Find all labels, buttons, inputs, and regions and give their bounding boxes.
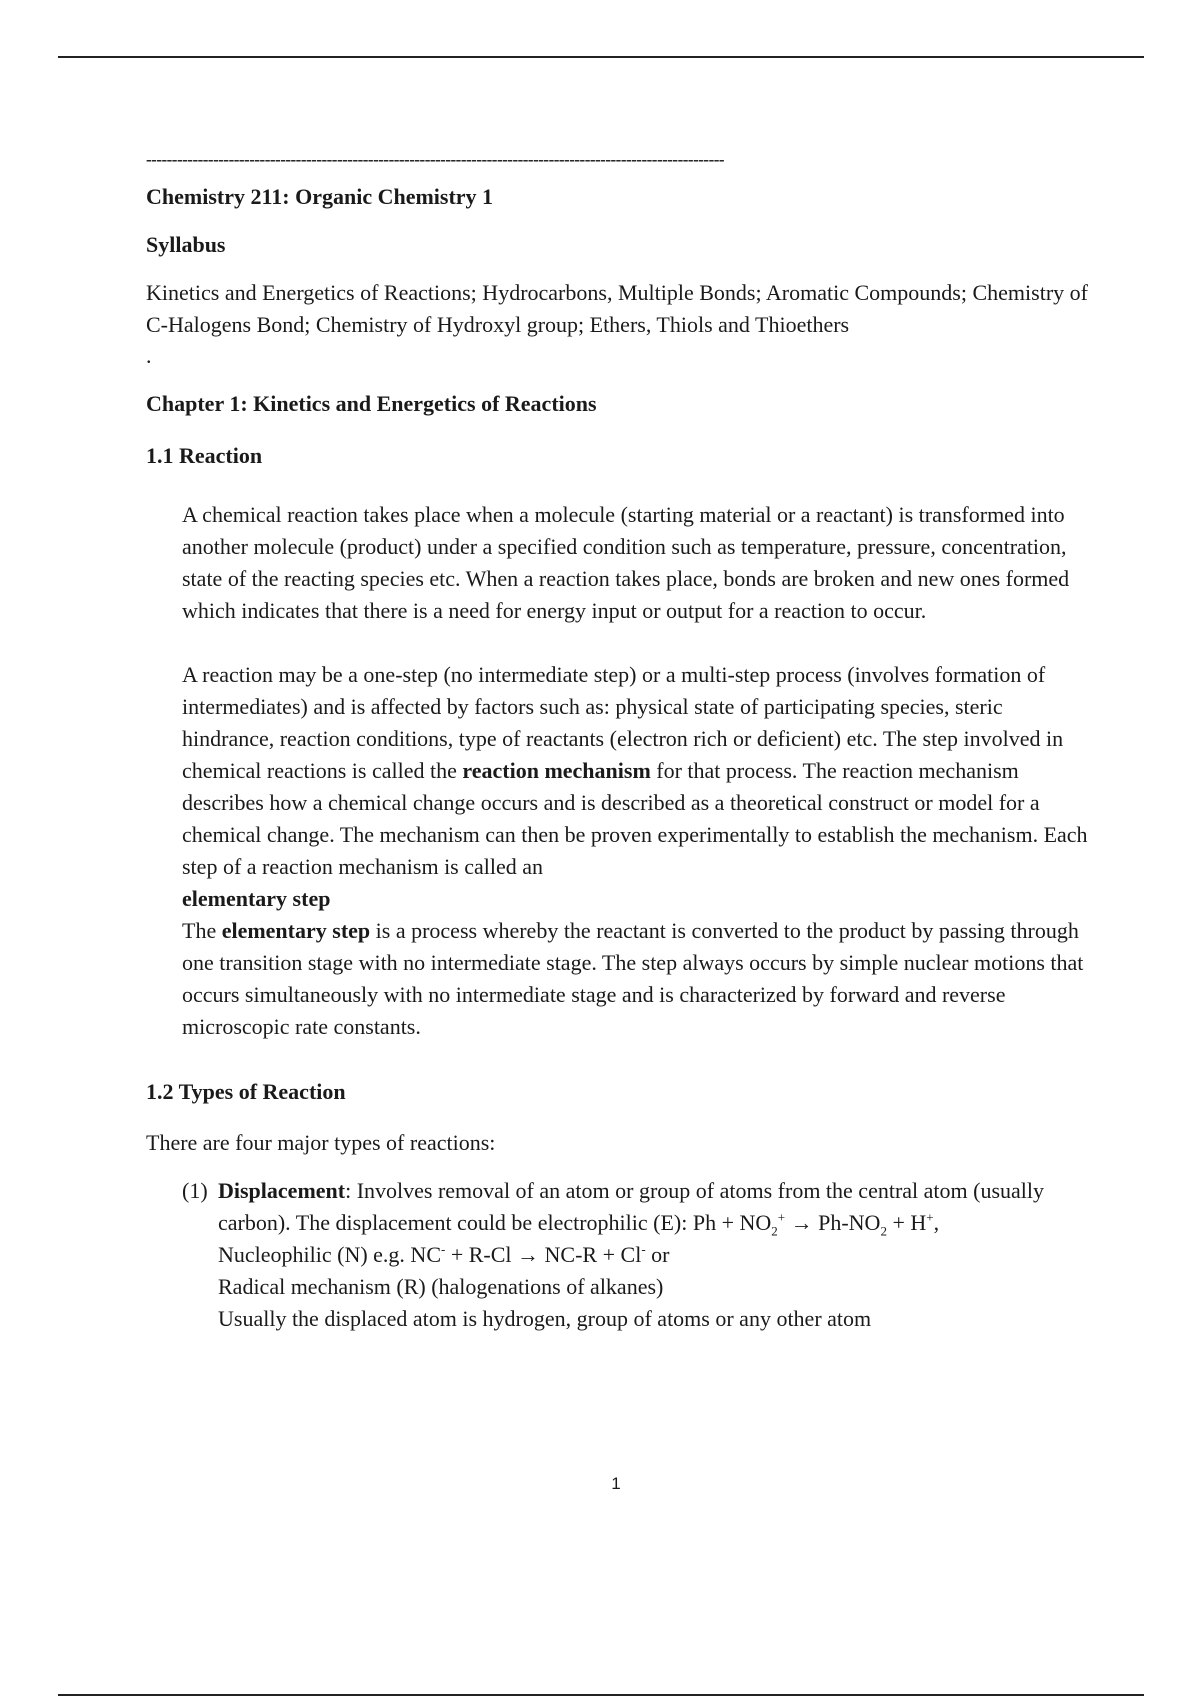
subscript-2: 2 [771,1223,778,1239]
comma: , [933,1210,940,1235]
section-heading-1-1: 1.1 Reaction [146,443,263,468]
term-elementary-step-2: elementary step [221,918,371,943]
term-displacement: Displacement [218,1178,346,1203]
page-number: 1 [611,1474,621,1493]
section-heading-1-2: 1.2 Types of Reaction [146,1079,346,1104]
nucleophilic-text-d: or [645,1242,670,1267]
para3-text-c: is a process whereby the reactant is converted to the product by passing through one transition stage with no intermediate stage. The step always occurs by simple nuclear motions that occurs simultaneously with no intermediate stage and is characterized by forward and reverse microscopic rate constants. [182,918,1084,1039]
displacement-product: Ph-NO [812,1210,881,1235]
list-number: (1) [182,1178,208,1203]
nucleophilic-text-c: NC-R + Cl [539,1242,642,1267]
superscript-minus: - [441,1241,446,1257]
radical-mechanism-text: Radical mechanism (R) (halogenations of alkanes) [218,1274,664,1299]
superscript-plus: + [777,1209,786,1225]
arrow-icon-2: → [517,1242,540,1267]
paragraph-reaction-mechanism [182,659,1088,915]
displacement-tail: + H [886,1210,927,1235]
document-page [146,150,1088,1335]
displaced-atom-text: Usually the displaced atom is hydrogen, group of atoms or any other atom [218,1306,872,1331]
para2-text-a: A reaction may be a one-step (no intermediate step) or a multi-step process (involves formation of intermediates) and is affected by factors such as: physical state of participating species, steric hindrance, reaction conditions, type of reactants (electron rich or deficient) etc. The step involved in chemical reactions is called the [182,662,1064,783]
paragraph-elementary-step [182,915,1088,1043]
superscript-minus-2: - [641,1241,646,1257]
displacement-line: : Involves removal of an atom or group of atoms from the central atom (usually carbon). The displacement could be electrophilic (E): Ph + NO [218,1178,1045,1235]
nucleophilic-text-b: + R-Cl [445,1242,518,1267]
para2-text-c: for that process. The reaction mechanism describes how a chemical change occurs and is described as a theoretical construct or model for a chemical change. The mechanism can then be proven experimentally to establish the mechanism. Each step of a reaction mechanism is called an [182,758,1088,879]
arrow-icon: → [790,1210,813,1235]
chapter-heading: Chapter 1: Kinetics and Energetics of Reactions [146,391,597,416]
header-rule [58,56,1144,58]
superscript-plus-h: + [926,1209,934,1225]
syllabus-heading: Syllabus [146,232,226,257]
course-title: Chemistry 211: Organic Chemistry 1 [146,184,494,209]
nucleophilic-text-a: Nucleophilic (N) e.g. NC [218,1242,441,1267]
types-intro: There are four major types of reactions: [146,1130,496,1155]
paragraph-reaction-definition: A chemical reaction takes place when a molecule (starting material or a reactant) is transformed into another molecule (product) under a specified condition such as temperature, pressure, concentration, state of the reacting species etc. When a reaction takes place, bonds are broken and new ones formed which indicates that there is a need for energy input or output for a reaction to occur. [182,502,1070,623]
list-item-displacement [182,1175,1088,1335]
syllabus-text: Kinetics and Energetics of Reactions; Hydrocarbons, Multiple Bonds; Aromatic Compounds; Chemistry of C-Halogens Bond; Chemistry of Hydroxyl group; Ethers, Thiols and Thioethers [146,280,1088,337]
term-reaction-mechanism: reaction mechanism [462,758,651,783]
subscript-2b: 2 [880,1223,887,1239]
list-body [218,1175,1070,1335]
para3-text-a: The [182,918,222,943]
separator-line: ---------------------------------------------------------------------------------------------------------------- [146,150,725,169]
syllabus-dot: . [146,343,152,368]
footer-rule [58,1694,1144,1696]
term-elementary-step: elementary step [182,886,331,911]
